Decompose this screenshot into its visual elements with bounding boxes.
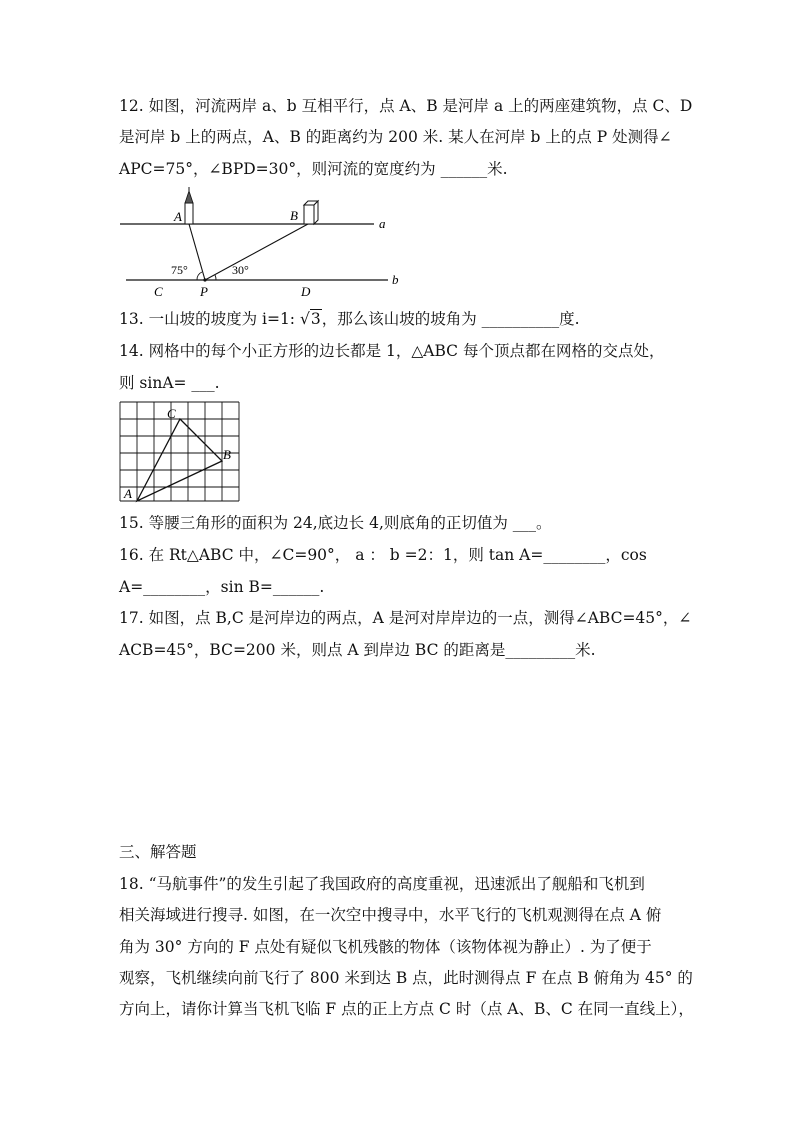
label-b: B [290, 208, 298, 223]
angle-arc-30 [215, 275, 216, 280]
q13-before: 13. 一山坡的坡度为 i=1: [119, 310, 300, 328]
q18-line-5: 方向上，请你计算当飞机飞临 F 点的正上方点 C 时（点 A、B、C 在同一直线上）， [119, 1000, 694, 1018]
segment-bp [205, 224, 308, 280]
q14-grid-figure [118, 400, 242, 504]
label-angle-75: 75° [171, 263, 188, 277]
triangle-abc [137, 419, 222, 501]
point-p [203, 278, 206, 281]
building-b-icon [304, 201, 318, 224]
q14-line-1: 14. 网格中的每个小正方形的边长都是 1，△ABC 每个顶点都在网格的交点处， [119, 342, 665, 360]
label-bank-b: b [392, 272, 399, 287]
grid-lines [120, 402, 239, 501]
grid-label-c: C [167, 406, 176, 421]
q16-line-2: A=________，sin B=______. [119, 578, 325, 596]
section-3-title: 三、解答题 [119, 843, 197, 861]
segment-ap [189, 224, 205, 280]
q12-line-2: 是河岸 b 上的两点，A、B 的距离约为 200 米. 某人在河岸 b 上的点 P 处测得∠ [119, 128, 672, 146]
q17-line-2: ACB=45°，BC=200 米，则点 A 到岸边 BC 的距离是_________米. [119, 641, 596, 659]
label-p: P [200, 284, 208, 298]
grid-label-b: B [223, 447, 231, 462]
q12-river-figure [112, 186, 412, 298]
angle-arc-75 [197, 272, 202, 280]
q12-line-3: APC=75°，∠BPD=30°，则河流的宽度约为 ______米. [119, 160, 508, 178]
label-bank-a: a [379, 216, 386, 231]
label-d: D [301, 284, 311, 298]
q13-line [119, 309, 580, 329]
q18-line-3: 角为 30° 方向的 F 点处有疑似飞机残骸的物体（该物体视为静止）. 为了便于 [119, 938, 652, 956]
q18-line-2: 相关海域进行搜寻. 如图，在一次空中搜寻中，水平飞行的飞机观测得在点 A 俯 [119, 906, 662, 924]
q18-line-1: 18. “马航事件”的发生引起了我国政府的高度重视，迅速派出了舰船和飞机到 [119, 875, 645, 893]
q15-line: 15. 等腰三角形的面积为 24,底边长 4,则底角的正切值为 ___。 [119, 514, 552, 532]
q17-line-1: 17. 如图，点 B,C 是河岸边的两点，A 是河对岸岸边的一点，测得∠ABC=45°，∠ [119, 609, 692, 627]
q14-line-2: 则 sinA= ___. [119, 374, 220, 392]
q18-line-4: 观察，飞机继续向前飞行了 800 米到达 B 点，此时测得点 F 在点 B 俯角为 45° 的 [119, 969, 693, 987]
sqrt-radicand: 3 [310, 310, 321, 328]
label-angle-30: 30° [232, 263, 249, 277]
sqrt-symbol: √3 [299, 310, 321, 328]
q12-line-1: 12. 如图，河流两岸 a、b 互相平行，点 A、B 是河岸 a 上的两座建筑物，点 C、D [119, 97, 693, 115]
q13-after: ，那么该山坡的坡角为 __________度. [321, 310, 580, 328]
grid-label-a: A [124, 486, 132, 501]
label-c: C [154, 284, 163, 298]
label-a: A [174, 209, 182, 224]
q16-line-1: 16. 在 Rt△ABC 中，∠C=90°， a ： b =2：1，则 tan A=________，cos [119, 546, 647, 564]
tower-a-icon [185, 187, 193, 224]
